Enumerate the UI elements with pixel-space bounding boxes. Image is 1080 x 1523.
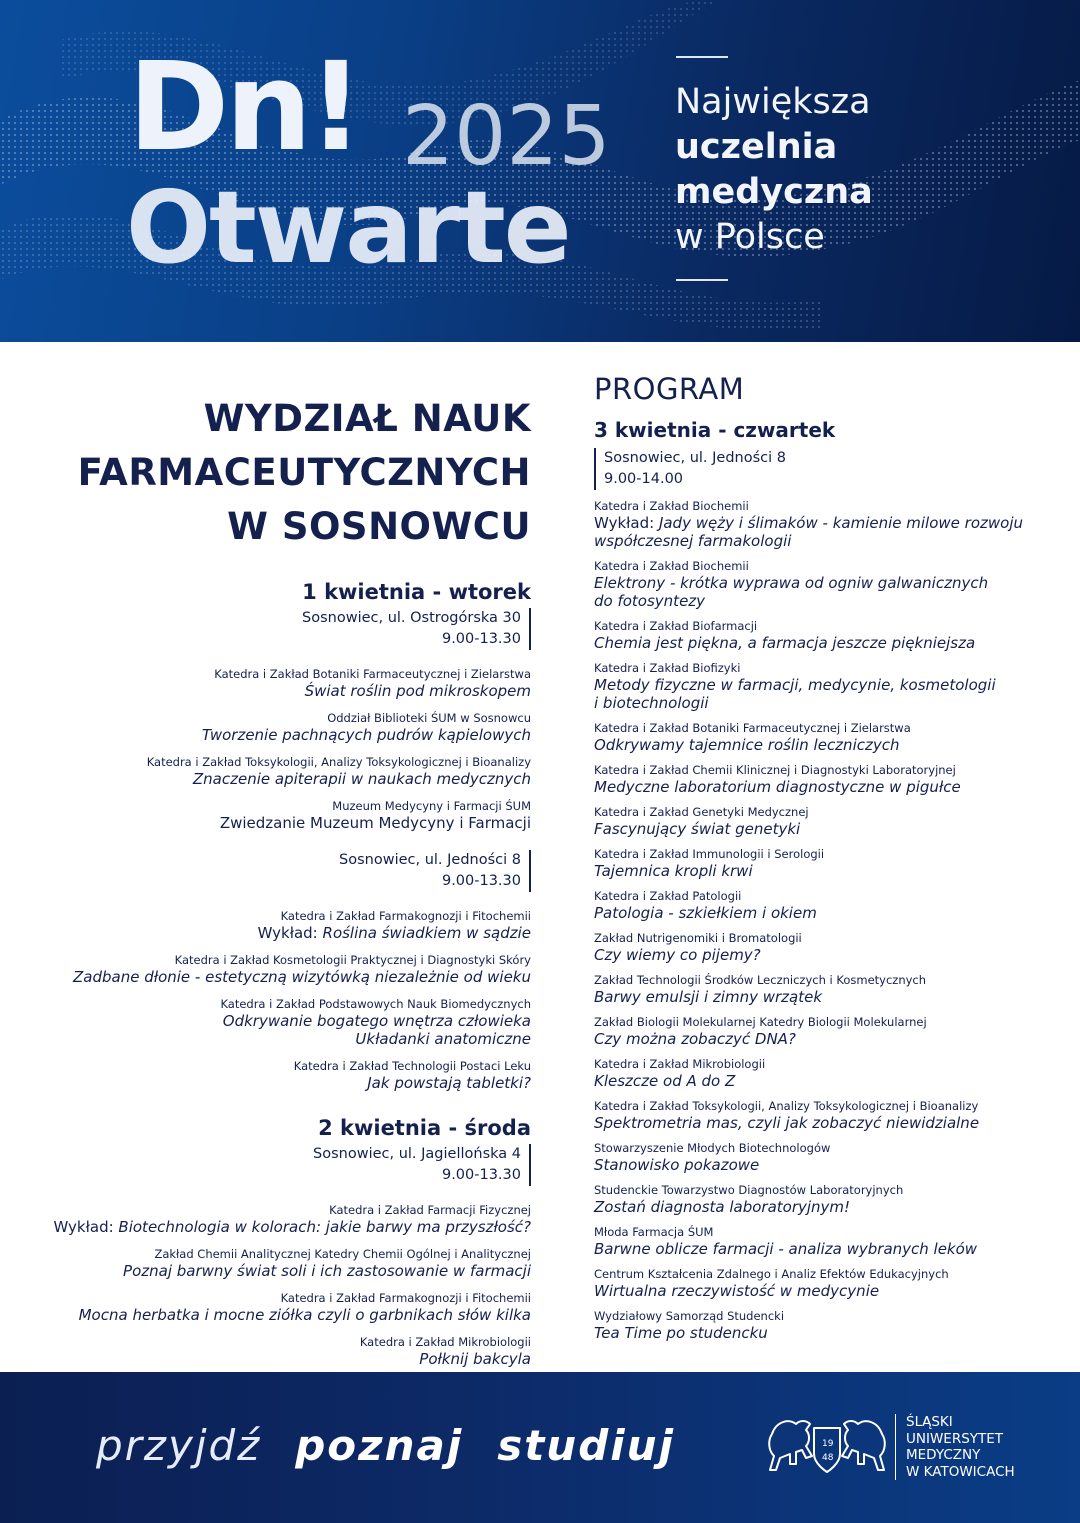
faculty-title-line-1: WYDZIAŁ NAUK [203, 397, 531, 440]
event-topic: Tajemnica kropli krwi [594, 862, 753, 880]
location-bar [594, 448, 596, 490]
event-unit: Katedra i Zakład Mikrobiologii [594, 1057, 766, 1071]
university-name-line-4: W KATOWICACH [906, 1463, 1015, 1480]
tagline [675, 80, 873, 260]
event-unit: Katedra i Zakład Biofarmacji [594, 619, 758, 633]
event-topic-line-2: Układanki anatomiczne [355, 1030, 531, 1048]
event-item [594, 804, 1044, 838]
event-topic: Elektrony - krótka wyprawa od ogniw galwanicznych [594, 574, 989, 592]
event-topic: Znaczenie apiterapii w naukach medycznych [192, 770, 531, 788]
faculty-title-line-3: W SOSNOWCU [227, 505, 531, 548]
event-topic: Odkrywamy tajemnice roślin leczniczych [594, 736, 900, 754]
program-heading: PROGRAM [594, 372, 745, 406]
event-unit: Katedra i Zakład Kosmetologii Praktycznej i Diagnostyki Skóry [174, 953, 531, 967]
event-unit: Katedra i Zakład Botaniki Farmaceutycznej i Zielarstwa [214, 667, 531, 681]
event-unit: Młoda Farmacja ŚUM [594, 1225, 714, 1239]
event-item [594, 972, 1044, 1006]
event-topic: Fascynujący świat genetyki [594, 820, 801, 838]
emblem-year-top: 19 [822, 1439, 834, 1449]
event-unit: Katedra i Zakład Farmacji Fizycznej [329, 1203, 531, 1217]
day-1-location-1 [40, 608, 531, 650]
event-topic: Barwy emulsji i zimny wrzątek [594, 988, 823, 1006]
event-item [40, 1334, 531, 1368]
event-unit: Katedra i Zakład Toksykologii, Analizy Toksykologicznej i Bioanalizy [594, 1099, 979, 1113]
event-topic: Biotechnologia w kolorach: jakie barwy ma przyszłość? [118, 1218, 531, 1236]
event-topic: Stanowisko pokazowe [594, 1156, 760, 1174]
event-unit: Wydziałowy Samorząd Studencki [594, 1309, 785, 1323]
slogan-word-3: studiuj [497, 1421, 675, 1470]
location-address: Sosnowiec, ul. Ostrogórska 30 [302, 610, 521, 626]
logo-divider [895, 1414, 896, 1480]
event-unit: Zakład Biologii Molekularnej Katedry Biologii Molekularnej [594, 1015, 927, 1029]
event-item [40, 1058, 531, 1092]
day-2-events [40, 1202, 531, 1368]
location-bar [529, 608, 531, 650]
title-otwarte: Otwarte [126, 169, 570, 286]
location-address: Sosnowiec, ul. Jagiellońska 4 [313, 1146, 521, 1162]
event-topic: Czy można zobaczyć DNA? [594, 1030, 796, 1048]
event-prefix: Wykład: [594, 514, 659, 532]
location-hours: 9.00-13.30 [441, 873, 521, 889]
event-topic: Połknij bakcyla [419, 1350, 531, 1368]
location-hours: 9.00-14.00 [604, 471, 684, 487]
event-topic: Metody fizyczne w farmacji, medycynie, kosmetologii [594, 676, 996, 694]
event-prefix: Wykład: [257, 924, 323, 942]
location-hours: 9.00-13.30 [441, 1167, 521, 1183]
title-year: 2025 [402, 89, 611, 184]
location-bar [529, 850, 531, 892]
event-item [594, 1182, 1044, 1216]
event-item [40, 666, 531, 700]
event-item [594, 762, 1044, 796]
event-item [594, 846, 1044, 880]
event-topic: Medyczne laboratorium diagnostyczne w pigułce [594, 778, 961, 796]
location-bar [529, 1144, 531, 1186]
day-3-events [594, 498, 1044, 1342]
event-unit: Katedra i Zakład Toksykologii, Analizy Toksykologicznej i Bioanalizy [146, 755, 531, 769]
event-item [40, 996, 531, 1048]
event-item [40, 754, 531, 788]
day-2-location [40, 1144, 531, 1186]
event-item [594, 498, 1044, 550]
event-unit: Zakład Chemii Analitycznej Katedry Chemii Ogólnej i Analitycznej [154, 1247, 531, 1261]
slogan-word-1: przyjdź [96, 1421, 262, 1470]
event-item [594, 1308, 1044, 1342]
event-topic: Zwiedzanie Muzeum Medycyny i Farmacji [219, 814, 531, 832]
day-2-heading: 2 kwietnia - środa [318, 1116, 531, 1140]
event-item [594, 888, 1044, 922]
event-unit: Katedra i Zakład Technologii Postaci Leku [293, 1059, 531, 1073]
event-unit: Zakład Technologii Środków Leczniczych i Kosmetycznych [594, 973, 927, 987]
event-unit: Stowarzyszenie Młodych Biotechnologów [594, 1141, 831, 1155]
event-unit: Katedra i Zakład Podstawowych Nauk Biomedycznych [220, 997, 531, 1011]
day-1-heading: 1 kwietnia - wtorek [302, 580, 531, 604]
event-topic: Jak powstają tabletki? [367, 1074, 531, 1092]
event-item [40, 1202, 531, 1236]
event-item [40, 1246, 531, 1280]
emblem-year-bottom: 48 [822, 1453, 834, 1463]
event-unit: Katedra i Zakład Biofizyki [594, 661, 741, 675]
event-topic: Jady węży i ślimaków - kamienie milowe rozwoju [658, 514, 1023, 532]
day-1-location-2-events [40, 908, 531, 1092]
event-topic: Spektrometria mas, czyli jak zobaczyć niewidzialne [594, 1114, 980, 1132]
event-topic: Wirtualna rzeczywistość w medycynie [594, 1282, 880, 1300]
event-unit: Katedra i Zakład Biochemii [594, 559, 749, 573]
event-topic-line-2: współczesnej farmakologii [594, 532, 792, 550]
event-item [594, 1266, 1044, 1300]
event-unit: Oddział Biblioteki ŚUM w Sosnowcu [327, 711, 531, 725]
event-topic: Świat roślin pod mikroskopem [304, 682, 531, 700]
event-item [594, 618, 1044, 652]
day-3-location [594, 448, 1044, 490]
slogan-word-2: poznaj [295, 1421, 464, 1470]
event-topic: Patologia - szkiełkiem i okiem [594, 904, 817, 922]
event-item [594, 930, 1044, 964]
event-topic: Roślina świadkiem w sądzie [322, 924, 531, 942]
event-topic: Tea Time po studencku [594, 1324, 768, 1342]
event-unit: Katedra i Zakład Farmakognozji i Fitochemii [280, 1291, 531, 1305]
event-unit: Katedra i Zakład Biochemii [594, 499, 749, 513]
faculty-title [40, 392, 531, 554]
event-item [594, 1014, 1044, 1048]
event-topic: Chemia jest piękna, a farmacja jeszcze piękniejsza [594, 634, 976, 652]
faculty-title-line-2: FARMACEUTYCZNYCH [77, 451, 531, 494]
event-unit: Katedra i Zakład Immunologii i Serologii [594, 847, 825, 861]
slogan [96, 1418, 709, 1474]
event-unit: Katedra i Zakład Farmakognozji i Fitochemii [280, 909, 531, 923]
event-item [594, 1140, 1044, 1174]
tagline-line-4: w Polsce [675, 217, 825, 257]
tagline-divider-bottom [676, 279, 728, 281]
university-name-line-2: UNIWERSYTET [906, 1430, 1004, 1447]
university-emblem-icon [766, 1414, 888, 1480]
event-unit: Katedra i Zakład Patologii [594, 889, 742, 903]
university-name [906, 1414, 1015, 1480]
event-topic-line-2: do fotosyntezy [594, 592, 706, 610]
location-address: Sosnowiec, ul. Jedności 8 [339, 852, 521, 868]
event-item [594, 1098, 1044, 1132]
event-item [594, 1224, 1044, 1258]
event-item [594, 558, 1044, 610]
event-topic: Kleszcze od A do Z [594, 1072, 736, 1090]
day-1-location-2 [40, 850, 531, 892]
event-item [40, 952, 531, 986]
event-unit: Muzeum Medycyny i Farmacji ŚUM [332, 799, 531, 813]
event-unit: Centrum Kształcenia Zdalnego i Analiz Efektów Edukacyjnych [594, 1267, 949, 1281]
location-hours: 9.00-13.30 [441, 631, 521, 647]
event-prefix: Wykład: [53, 1218, 119, 1236]
location-address: Sosnowiec, ul. Jedności 8 [604, 450, 786, 466]
event-unit: Katedra i Zakład Mikrobiologii [359, 1335, 531, 1349]
event-topic: Czy wiemy co pijemy? [594, 946, 761, 964]
event-unit: Katedra i Zakład Chemii Klinicznej i Diagnostyki Laboratoryjnej [594, 763, 956, 777]
event-topic: Zadbane dłonie - estetyczną wizytówką niezależnie od wieku [73, 968, 531, 986]
event-item [594, 720, 1044, 754]
event-unit: Studenckie Towarzystwo Diagnostów Laboratoryjnych [594, 1183, 904, 1197]
event-topic: Tworzenie pachnących pudrów kąpielowych [201, 726, 531, 744]
event-topic-line-2: i biotechnologii [594, 694, 709, 712]
event-topic: Zostań diagnosta laboratoryjnym! [594, 1198, 851, 1216]
tagline-divider-top [676, 56, 728, 58]
tagline-line-1: Największa [675, 82, 871, 122]
event-item [594, 1056, 1044, 1090]
event-topic: Poznaj barwny świat soli i ich zastosowanie w farmacji [123, 1262, 531, 1280]
event-item [40, 710, 531, 744]
title-dn: Dn! [128, 36, 360, 178]
tagline-line-2: uczelnia [675, 127, 838, 167]
university-name-line-1: ŚLĄSKI [906, 1414, 953, 1430]
right-column [594, 372, 1044, 1342]
event-item [40, 908, 531, 942]
event-unit: Zakład Nutrigenomiki i Bromatologii [594, 931, 802, 945]
event-item [594, 660, 1044, 712]
event-unit: Katedra i Zakład Botaniki Farmaceutycznej i Zielarstwa [594, 721, 911, 735]
header-banner [0, 0, 1080, 342]
university-name-line-3: MEDYCZNY [906, 1447, 981, 1463]
event-unit: Katedra i Zakład Genetyki Medycznej [594, 805, 809, 819]
event-item [40, 1290, 531, 1324]
left-column [40, 392, 531, 1368]
event-topic: Barwne oblicze farmacji - analiza wybranych leków [594, 1240, 978, 1258]
event-topic: Odkrywanie bogatego wnętrza człowieka [222, 1012, 531, 1030]
event-topic: Mocna herbatka i mocne ziółka czyli o garbnikach słów kilka [78, 1306, 531, 1324]
event-item [40, 798, 531, 832]
tagline-line-3: medyczna [675, 172, 873, 212]
day-1-location-1-events [40, 666, 531, 832]
day-3-heading: 3 kwietnia - czwartek [594, 418, 836, 442]
